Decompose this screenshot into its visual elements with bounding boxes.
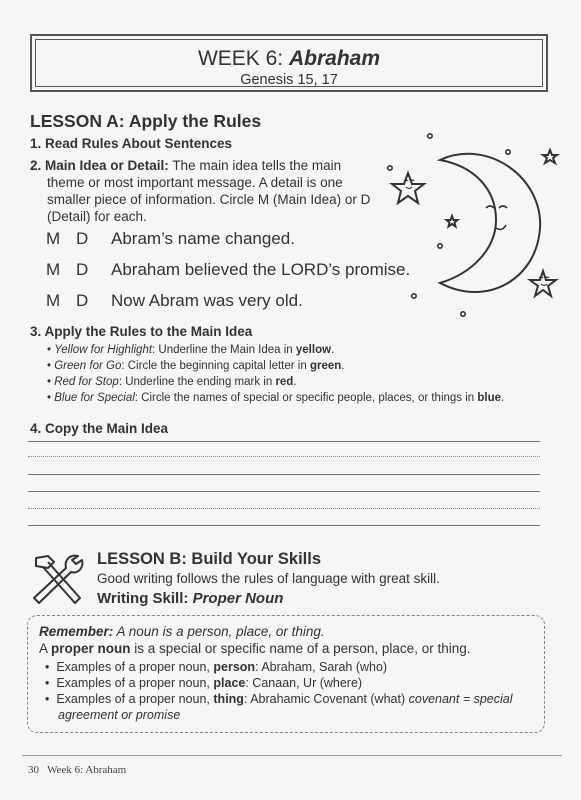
step-2-block (30, 157, 375, 225)
color-rules-list (47, 342, 557, 406)
writing-line[interactable] (28, 491, 540, 492)
sentence-text: Now Abram was very old. (111, 291, 303, 310)
lesson-a-heading: LESSON A: Apply the Rules (30, 111, 262, 131)
step-2-text-2: theme or most important message. A detail is one (47, 175, 343, 190)
remember-label: Remember: (39, 624, 114, 639)
main-idea-option[interactable]: M (46, 229, 61, 248)
step-4-label: 4. Copy the Main Idea (30, 421, 169, 436)
remember-line (39, 623, 325, 640)
star-icon (530, 271, 556, 296)
lesson-b-heading: LESSON B: Build Your Skills (97, 550, 322, 568)
footer-rule (22, 755, 562, 756)
writing-line[interactable] (28, 525, 540, 526)
sentence-row-2 (46, 260, 410, 280)
main-idea-option[interactable]: M (46, 260, 61, 279)
page-footer (28, 764, 126, 776)
step-2-text-1: The main idea tells the main (172, 158, 342, 173)
writing-line[interactable] (28, 474, 540, 475)
week-name: Abraham (289, 47, 381, 70)
writing-skill-name: Proper Noun (192, 590, 284, 607)
step-2-text-4: (Detail) for each. (47, 209, 147, 224)
sentence-text: Abram’s name changed. (111, 229, 295, 248)
rule-item: • Red for Stop: Underline the ending mark in red. (47, 376, 297, 388)
detail-option[interactable]: D (76, 291, 89, 310)
step-3-label: 3. Apply the Rules to the Main Idea (30, 324, 253, 339)
example-item: • Examples of a proper noun, person: Abraham, Sarah (who) (45, 660, 388, 674)
star-icon (543, 150, 557, 163)
rule-item: • Blue for Special: Circle the names of special or specific people, places, or things in blue. (47, 392, 505, 404)
writing-skill-title (97, 590, 283, 607)
week-title-box (30, 34, 548, 92)
week-title (32, 47, 546, 71)
moon-stars-illustration (378, 128, 563, 323)
step-1-label: 1. Read Rules About Sentences (30, 136, 233, 151)
detail-option[interactable]: D (76, 229, 89, 248)
tools-icon (26, 550, 88, 608)
writing-guide-line (28, 508, 540, 509)
sentence-row-3 (46, 291, 303, 311)
lesson-b-intro: Good writing follows the rules of language with great skill. (97, 571, 440, 586)
scripture-reference: Genesis 15, 17 (240, 72, 338, 88)
examples-list (45, 659, 535, 723)
page-number: 30 (28, 764, 39, 776)
sentence-text: Abraham believed the LORD’s promise. (111, 260, 411, 279)
writing-guide-line (28, 456, 540, 457)
rule-item: • Yellow for Highlight: Underline the Main Idea in yellow. (47, 344, 335, 356)
example-item: • Examples of a proper noun, place: Canaan, Ur (where) (45, 676, 363, 690)
example-item: • Examples of a proper noun, thing: Abrahamic Covenant (what) covenant = special agreement or promise (45, 692, 513, 722)
writing-line[interactable] (28, 441, 540, 442)
step-2-label: 2. Main Idea or Detail: (30, 158, 169, 173)
footer-title: Week 6: Abraham (47, 764, 127, 776)
rule-item: • Green for Go: Circle the beginning capital letter in green. (47, 360, 345, 372)
sentence-row-1 (46, 229, 295, 249)
writing-skill-label: Writing Skill: (97, 590, 189, 607)
proper-noun-definition: A proper noun is a special or specific name of a person, place, or thing. (39, 641, 471, 656)
main-idea-option[interactable]: M (46, 291, 61, 310)
step-2-text-3: smaller piece of information. Circle M (Main Idea) or D (47, 192, 371, 207)
detail-option[interactable]: D (76, 260, 89, 279)
star-icon (447, 216, 458, 227)
week-number: WEEK 6: (197, 47, 284, 70)
remember-text: A noun is a person, place, or thing. (116, 624, 325, 639)
